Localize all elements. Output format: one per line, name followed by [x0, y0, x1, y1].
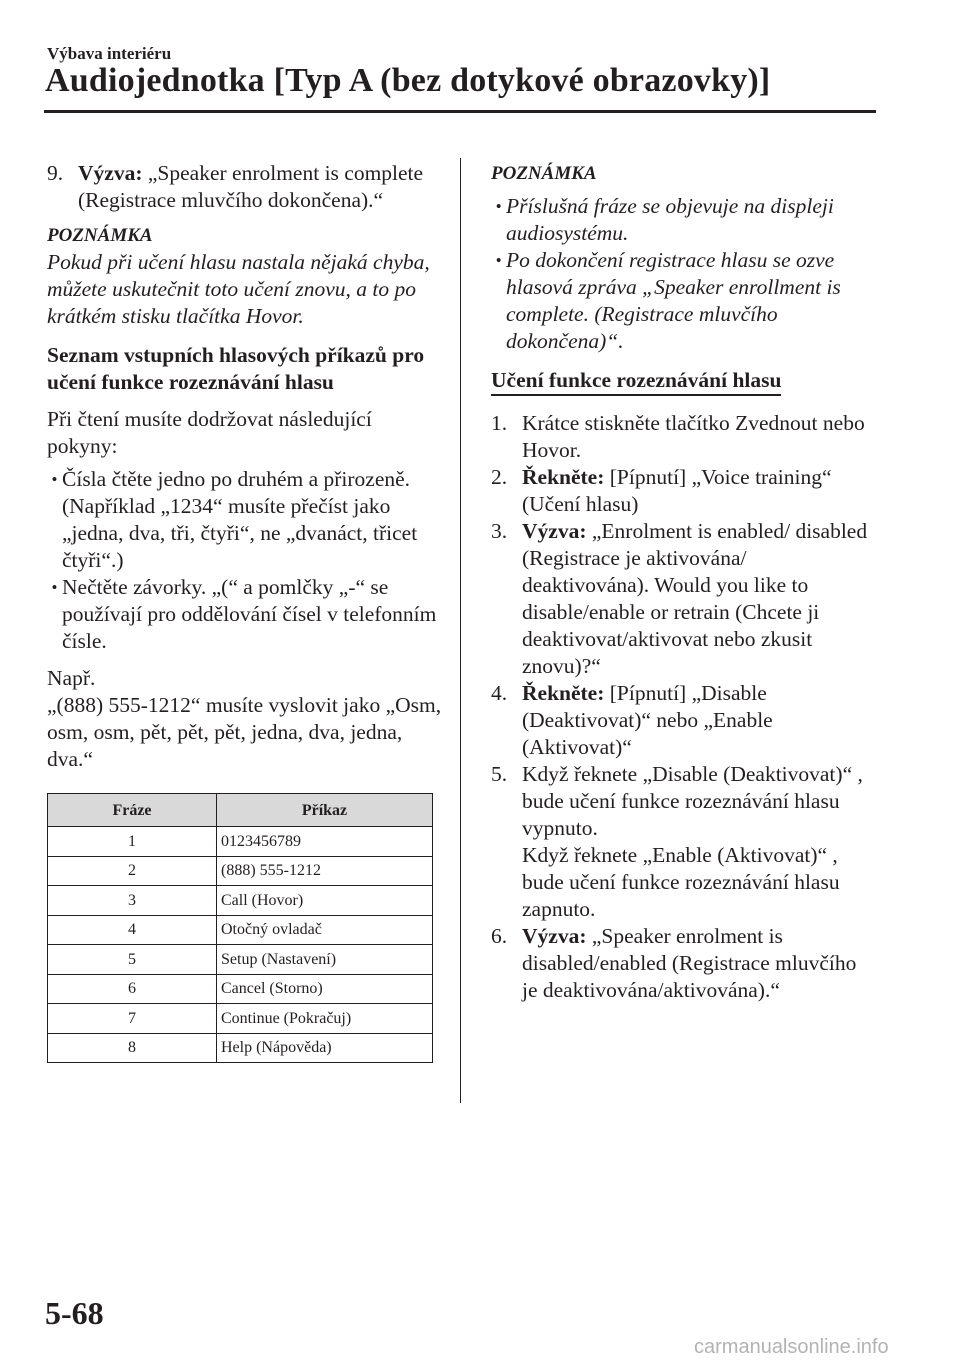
step-1 [491, 410, 876, 464]
step-text: Když řeknete „Enable (Aktivovat)“ , bude učení funkce rozeznávání hlasu zapnuto. [522, 843, 840, 921]
step-number: 6. [491, 924, 508, 948]
bullet-icon: • [495, 197, 502, 216]
example-text: „(888) 555-1212“ musíte vyslovit jako „Osm, osm, osm, pět, pět, pět, jedna, dva, jedna, dva.“ [47, 693, 442, 771]
table-cell: (888) 555-1212 [217, 856, 433, 886]
note-heading: POZNÁMKA [47, 225, 153, 246]
step-6 [491, 923, 876, 1004]
voice-training-heading-wrap [491, 367, 876, 396]
table-cell: Help (Nápověda) [217, 1033, 433, 1063]
step-9 [47, 160, 442, 214]
note-list [491, 193, 876, 355]
step-label: Výzva: [522, 519, 587, 543]
step-number: 1. [491, 411, 508, 435]
list-item [491, 193, 876, 247]
step-2 [491, 464, 876, 518]
list-item-text: Příslušná fráze se objevuje na displeji audiosystému. [506, 194, 834, 245]
step-body [522, 842, 876, 923]
step-body [522, 680, 876, 761]
step-body [522, 518, 876, 680]
table-row [48, 1033, 433, 1063]
table-cell: Continue (Pokračuj) [217, 1004, 433, 1034]
step-text: [Pípnutí] „Voice training“ (Učení hlasu) [522, 465, 832, 516]
list-item-text: Nečtěte závorky. „(“ a pomlčky „-“ se používají pro oddělování čísel v telefonním čísle. [62, 575, 437, 653]
step-label: Řekněte: [522, 681, 605, 705]
intro-text: Při čtení musíte dodržovat následující pokyny: [47, 407, 372, 458]
step-5-continued [491, 842, 876, 923]
left-column [47, 160, 442, 1063]
table-row [48, 886, 433, 916]
command-table [47, 793, 433, 1063]
header-rule [44, 110, 876, 113]
voice-training-heading: Učení funkce rozeznávání hlasu [491, 367, 781, 396]
page-number: 5-68 [45, 1295, 104, 1331]
list-item-text: Čísla čtěte jedno po druhém a přirozeně. (Například „1234“ musíte přečíst jako „jedna, dva, tři, čtyři“, ne „dvanáct, třicet čtyři“.) [62, 467, 418, 572]
table-row [48, 1004, 433, 1034]
list-item-text: Po dokončení registrace hlasu se ozve hlasová zpráva „Speaker enrollment is complete. (Registrace mluvčího dokončena)“. [506, 248, 841, 353]
step-number: 3. [491, 519, 508, 543]
column-header: Příkaz [217, 794, 433, 827]
watermark: carmanualsonline.info [694, 1336, 889, 1358]
table-cell: Call (Hovor) [217, 886, 433, 916]
column-divider [460, 158, 461, 1103]
table-cell: 2 [48, 856, 217, 886]
step-text: Krátce stiskněte tlačítko Zvednout nebo Hovor. [522, 411, 865, 462]
step-5 [491, 761, 876, 842]
table-cell: 7 [48, 1004, 217, 1034]
step-text: „Speaker enrolment is complete (Registrace mluvčího dokončena).“ [78, 161, 424, 212]
bullet-icon: • [51, 578, 58, 597]
step-text: Když řeknete „Disable (Deaktivovat)“ , bude učení funkce rozeznávání hlasu vypnuto. [522, 762, 863, 840]
step-label: Výzva: [522, 924, 587, 948]
table-cell: 0123456789 [217, 827, 433, 857]
table-cell: 8 [48, 1033, 217, 1063]
table-cell: 5 [48, 945, 217, 975]
table-cell: Otočný ovladač [217, 915, 433, 945]
step-label: Řekněte: [522, 465, 605, 489]
note-heading: POZNÁMKA [491, 163, 597, 184]
list-item [491, 247, 876, 355]
table-cell: Cancel (Storno) [217, 974, 433, 1004]
table-cell: 1 [48, 827, 217, 857]
table-header-row [48, 794, 433, 827]
bullet-icon: • [495, 251, 502, 270]
example-label: Např. [47, 666, 96, 690]
list-item [47, 466, 442, 574]
table-row [48, 856, 433, 886]
bullet-icon: • [51, 470, 58, 489]
instruction-list [47, 466, 442, 655]
step-number [491, 842, 522, 923]
table-row [48, 974, 433, 1004]
note-block [47, 222, 442, 330]
step-body [522, 923, 876, 1004]
table-cell: 3 [48, 886, 217, 916]
column-header: Fráze [48, 794, 217, 827]
step-4 [491, 680, 876, 761]
list-item [47, 574, 442, 655]
step-number: 9. [47, 161, 64, 185]
command-list-heading: Seznam vstupních hlasových příkazů pro učení funkce rozeznávání hlasu [47, 343, 425, 394]
step-text: „Enrolment is enabled/ disabled (Registrace je aktivována/ deaktivována). Would you like to disable/enable or retrain (Chcete ji deaktivovat/aktivovat nebo zkusit znovu)?“ [522, 519, 868, 678]
step-text: [Pípnutí] „Disable (Deaktivovat)“ nebo „Enable (Aktivovat)“ [522, 681, 773, 759]
table-cell: 4 [48, 915, 217, 945]
table-cell: 6 [48, 974, 217, 1004]
step-number: 5. [491, 762, 508, 786]
steps-list [491, 410, 876, 1004]
step-text: „Speaker enrolment is disabled/enabled (Registrace mluvčího je deaktivována/aktivována).“ [522, 924, 857, 1002]
right-column [491, 160, 876, 1004]
table-row [48, 827, 433, 857]
page-title: Audiojednotka [Typ A (bez dotykové obrazovky)] [45, 62, 771, 99]
section-label: Výbava interiéru [47, 44, 172, 63]
table-cell: Setup (Nastavení) [217, 945, 433, 975]
step-body [522, 464, 876, 518]
step-body [78, 160, 442, 214]
step-body [522, 761, 876, 842]
step-3 [491, 518, 876, 680]
step-number: 4. [491, 681, 508, 705]
note-text: Pokud při učení hlasu nastala nějaká chyba, můžete uskutečnit toto učení znovu, a to po krátkém stisku tlačítka Hovor. [47, 250, 430, 328]
table-row [48, 915, 433, 945]
step-number: 2. [491, 465, 508, 489]
step-label: Výzva: [78, 161, 143, 185]
table-row [48, 945, 433, 975]
step-body [522, 410, 876, 464]
